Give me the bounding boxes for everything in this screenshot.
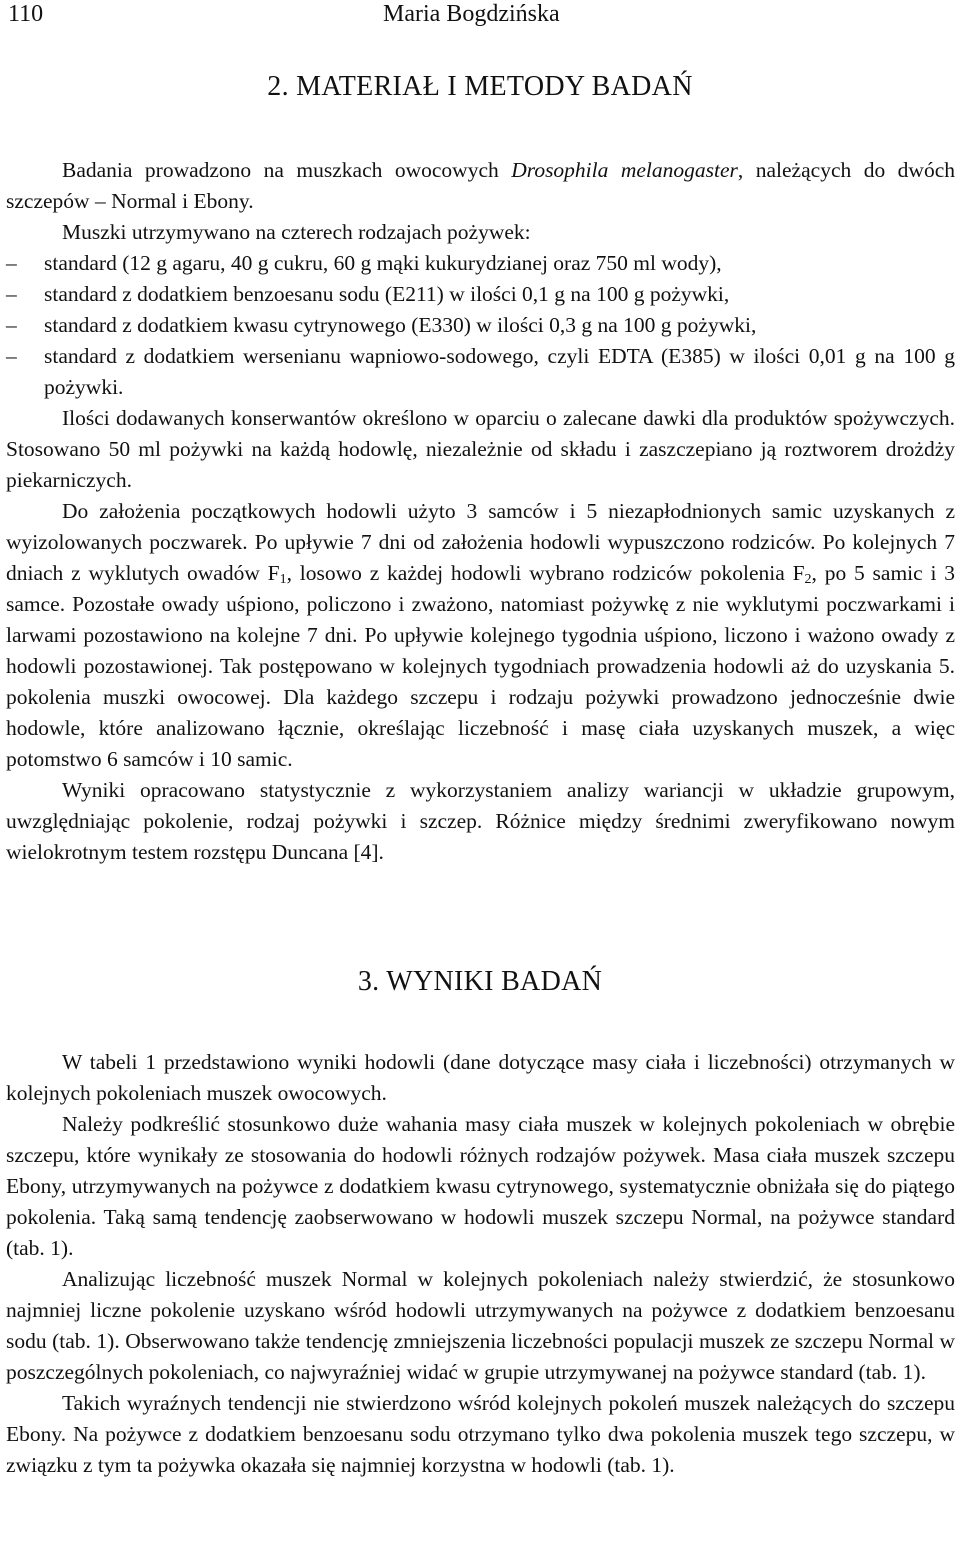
media-list: [6, 248, 955, 403]
results-body: [6, 1047, 955, 1481]
results-paragraph: Analizując liczebność muszek Normal w kolejnych pokoleniach należy stwierdzić, że stosunkowo najmniej liczne pokolenie uzyskano wśród hodowli utrzymywanych na pożywce z dodatkiem benzoesanu sodu (tab. 1). Obserwowano także tendencję zmniejszenia liczebności populacji muszek ze szczepu Normal w poszczególnych pokoleniach, co najwyraźniej widać w grupie utrzymywanej na pożywce standard (tab. 1).: [6, 1267, 955, 1384]
media-intro-paragraph: Muszki utrzymywano na czterech rodzajach pożywek:: [62, 220, 531, 244]
media-item-text: standard z dodatkiem kwasu cytrynowego (E330) w ilości 0,3 g na 100 g pożywki,: [44, 313, 757, 337]
culture-text-c: , po 5 samic i 3 samce. Pozostałe owady uśpiono, policzono i zważono, natomiast pożywkę z nie wyklutymi poczwarkami i larwami pozostawiono na kolejne 7 dni. Po upływie kolejnego tygodnia uśpiono, liczono i ważono owady z hodowli pozostawionej. Tak postępowano w kolejnych tygodniach prowadzenia hodowli aż do uzyskania 5. pokolenia muszki owocowej. Dla każdego szczepu i rodzaju pożywki prowadzono jednocześnie dwie hodowle, które analizowano łącznie, określając liczebność i masę ciała uzyskanych muszek, a więc potomstwo 6 samców i 10 samic.: [6, 561, 956, 771]
list-dash: –: [6, 344, 17, 368]
page-header: [0, 0, 960, 28]
media-list-item: [6, 279, 955, 310]
methods-intro-paragraph: [6, 155, 955, 217]
section-heading-results: 3. WYNIKI BADAŃ: [357, 966, 603, 997]
generation-subscript: 2: [804, 572, 812, 587]
intro-text-b: , należących do dwóch szczepów – Normal i Ebony.: [6, 158, 955, 213]
results-paragraph: W tabeli 1 przedstawiono wyniki hodowli (dane dotyczące masy ciała i liczebności) otrzymanych w kolejnych pokoleniach muszek owocowych.: [6, 1050, 955, 1105]
culture-text-a: Do założenia początkowych hodowli użyto 3 samców i 5 niezapłodnionych samic uzyskanych z wyizolowanych poczwarek. Po upływie 7 dni od założenia hodowli wypuszczono rodziców. Po kolejnych 7 dniach z wyklutych owadów F: [6, 499, 955, 585]
list-dash: –: [6, 251, 17, 275]
media-item-text: standard (12 g agaru, 40 g cukru, 60 g mąki kukurydzianej oraz 750 ml wody),: [44, 251, 722, 275]
results-paragraph: Takich wyraźnych tendencji nie stwierdzono wśród kolejnych pokoleń muszek należących do szczepu Ebony. Na pożywce z dodatkiem benzoesanu sodu otrzymano tylko dwa pokolenia muszek tego szczepu, w związku z tym ta pożywka okazała się najmniej korzystna w hodowli (tab. 1).: [6, 1391, 955, 1477]
section-heading-methods: 2. MATERIAŁ I METODY BADAŃ: [267, 71, 693, 102]
generation-subscript: 1: [279, 572, 287, 587]
list-dash: –: [6, 282, 17, 306]
species-name: Drosophila melanogaster: [511, 158, 738, 182]
media-item-text: standard z dodatkiem wersenianu wapniowo-sodowego, czyli EDTA (E385) w ilości 0,01 g na 100 g pożywki.: [44, 344, 955, 399]
preservatives-paragraph: Ilości dodawanych konserwantów określono w oparciu o zalecane dawki dla produktów spożywczych. Stosowano 50 ml pożywki na każdą hodowlę, niezależnie od składu i zaszczepiano ją roztworem drożdży piekarniczych.: [6, 406, 955, 492]
page-number: 110: [8, 1, 44, 27]
media-list-item: [6, 341, 955, 403]
list-dash: –: [6, 313, 17, 337]
results-paragraph: Należy podkreślić stosunkowo duże wahania masy ciała muszek w kolejnych pokoleniach w obrębie szczepu, które wynikały ze stosowania do hodowli różnych rodzajów pożywek. Masa ciała muszek szczepu Ebony, utrzymywanych na pożywce z dodatkiem kwasu cytrynowego, systematycznie obniżała się do piątego pokolenia. Taką samą tendencję zaobserwowano w hodowli muszek szczepu Normal, na pożywce standard (tab. 1).: [6, 1112, 955, 1260]
media-item-text: standard z dodatkiem benzoesanu sodu (E211) w ilości 0,1 g na 100 g pożywki,: [44, 282, 730, 306]
culture-text-b: , losowo z każdej hodowli wybrano rodziców pokolenia F: [286, 561, 805, 585]
media-list-item: [6, 248, 955, 279]
intro-text-a: Badania prowadzono na muszkach owocowych: [62, 158, 512, 182]
media-list-item: [6, 310, 955, 341]
culture-paragraph: [6, 496, 955, 775]
methods-body: [6, 155, 955, 868]
statistics-paragraph: Wyniki opracowano statystycznie z wykorzystaniem analizy wariancji w układzie grupowym, uwzględniając pokolenie, rodzaj pożywki i szczep. Różnice między średnimi zweryfikowano nowym wielokrotnym testem rozstępu Duncana [4].: [6, 778, 955, 864]
running-head-author: Maria Bogdzińska: [383, 1, 560, 27]
